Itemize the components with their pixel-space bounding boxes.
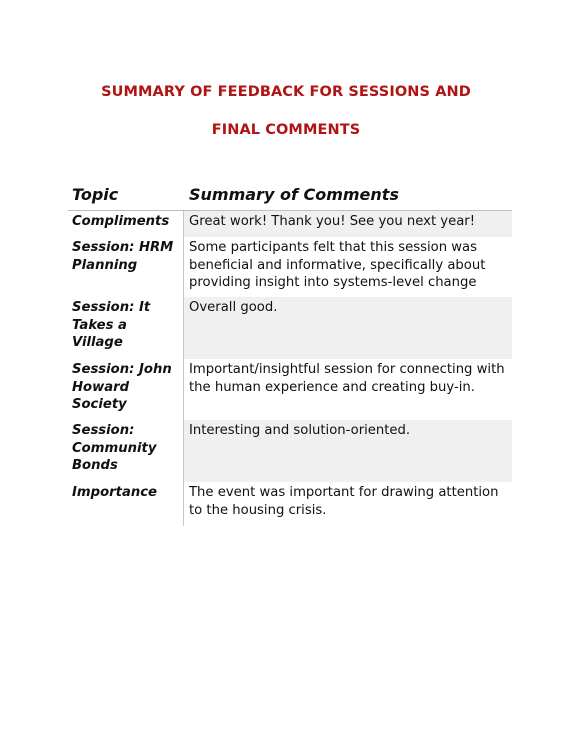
table-row	[68, 297, 512, 359]
topic-cell: Session: Community Bonds	[68, 420, 184, 482]
feedback-summary-table	[68, 184, 512, 526]
topic-cell: Session: John Howard Society	[68, 359, 184, 420]
topic-column-header: Topic	[72, 185, 119, 204]
table-row	[68, 211, 512, 237]
comment-cell: Great work! Thank you! See you next year!	[184, 211, 512, 237]
table-row	[68, 359, 512, 420]
comment-cell: Interesting and solution-oriented.	[184, 420, 512, 482]
topic-cell: Importance	[68, 482, 184, 526]
topic-cell: Session: HRM Planning	[68, 237, 184, 297]
comment-cell: Some participants felt that this session was beneficial and informative, specifically about providing insight into systems-level change	[189, 240, 486, 291]
table-header-row	[68, 184, 512, 211]
comment-cell: Important/insightful session for connecting with the human experience and creating buy-in.	[189, 362, 505, 395]
comment-cell: Overall good.	[184, 297, 512, 359]
table-row	[68, 420, 512, 482]
topic-cell: Compliments	[68, 211, 184, 237]
document-title-line-1: SUMMARY OF FEEDBACK FOR SESSIONS AND	[101, 84, 471, 100]
table-row	[68, 237, 512, 297]
comment-cell: The event was important for drawing attention to the housing crisis.	[189, 485, 499, 518]
topic-cell: Session: It Takes a Village	[68, 297, 184, 359]
summary-column-header: Summary of Comments	[189, 185, 399, 204]
document-title-line-2: FINAL COMMENTS	[211, 122, 361, 138]
table-row	[68, 482, 512, 526]
